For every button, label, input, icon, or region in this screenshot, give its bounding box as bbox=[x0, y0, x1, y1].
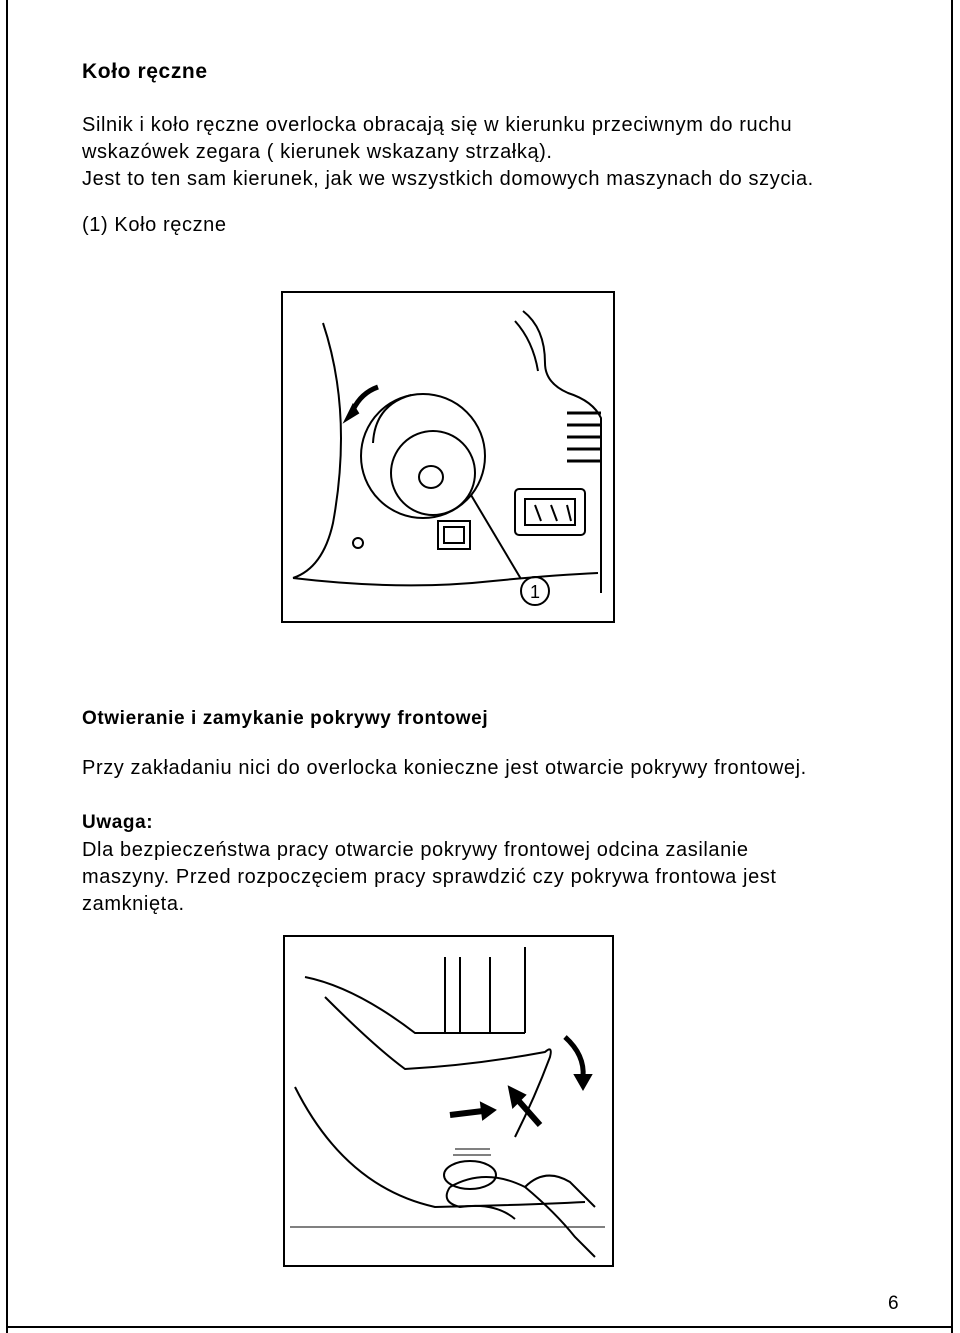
paragraph-line: wskazówek zegara ( kierunek wskazany strzałką). bbox=[82, 141, 553, 163]
release-lever bbox=[444, 1161, 496, 1189]
page-border-left bbox=[6, 0, 8, 1333]
machine-left-contour bbox=[293, 323, 341, 578]
page-border-right bbox=[951, 0, 953, 1333]
section-title-hand-wheel: Koło ręczne bbox=[82, 60, 208, 83]
upper-column bbox=[445, 947, 525, 1033]
section-title-front-cover: Otwieranie i zamykanie pokrywy frontowej bbox=[82, 708, 489, 729]
machine-base-contour bbox=[295, 1087, 585, 1207]
wheel-center bbox=[419, 466, 443, 488]
page-border-bottom bbox=[6, 1326, 953, 1328]
lift-arrow bbox=[517, 1099, 540, 1125]
front-cover-illustration bbox=[283, 935, 614, 1267]
front-cover-edge bbox=[325, 997, 551, 1137]
note-line: maszyny. Przed rozpoczęciem pracy sprawdzić czy pokrywa frontowa jest bbox=[82, 866, 777, 888]
machine-top-contour bbox=[305, 977, 525, 1033]
note-label: Uwaga: bbox=[82, 812, 154, 833]
machine-right-contour bbox=[523, 311, 601, 593]
machine-bottom-contour bbox=[293, 573, 598, 585]
front-cover-drawing bbox=[285, 937, 612, 1265]
figure-caption-hand-wheel: (1) Koło ręczne bbox=[82, 214, 227, 236]
wheel-hub bbox=[391, 431, 475, 515]
paragraph-line: Silnik i koło ręczne overlocka obracają się w kierunku przeciwnym do ruchu bbox=[82, 114, 793, 136]
note-body bbox=[82, 837, 777, 918]
page-number: 6 bbox=[888, 1293, 899, 1314]
callout-number: 1 bbox=[530, 582, 541, 602]
note-line: Dla bezpieczeństwa pracy otwarcie pokrywy frontowej odcina zasilanie bbox=[82, 839, 749, 861]
push-arrow bbox=[450, 1111, 483, 1115]
callout-line bbox=[471, 495, 521, 579]
power-switch bbox=[438, 521, 470, 549]
paragraph-line: Jest to ten sam kierunek, jak we wszystkich domowych maszynach do szycia. bbox=[82, 168, 814, 190]
small-hole bbox=[353, 538, 363, 548]
hand-wheel-paragraph bbox=[82, 112, 814, 193]
note-line: zamknięta. bbox=[82, 893, 185, 915]
hand-wheel-drawing bbox=[283, 293, 613, 621]
vent-slots bbox=[567, 413, 601, 461]
hand-wheel-illustration bbox=[281, 291, 615, 623]
front-cover-paragraph: Przy zakładaniu nici do overlocka konieczne jest otwarcie pokrywy frontowej. bbox=[82, 757, 807, 779]
rotate-arrow bbox=[565, 1037, 583, 1077]
